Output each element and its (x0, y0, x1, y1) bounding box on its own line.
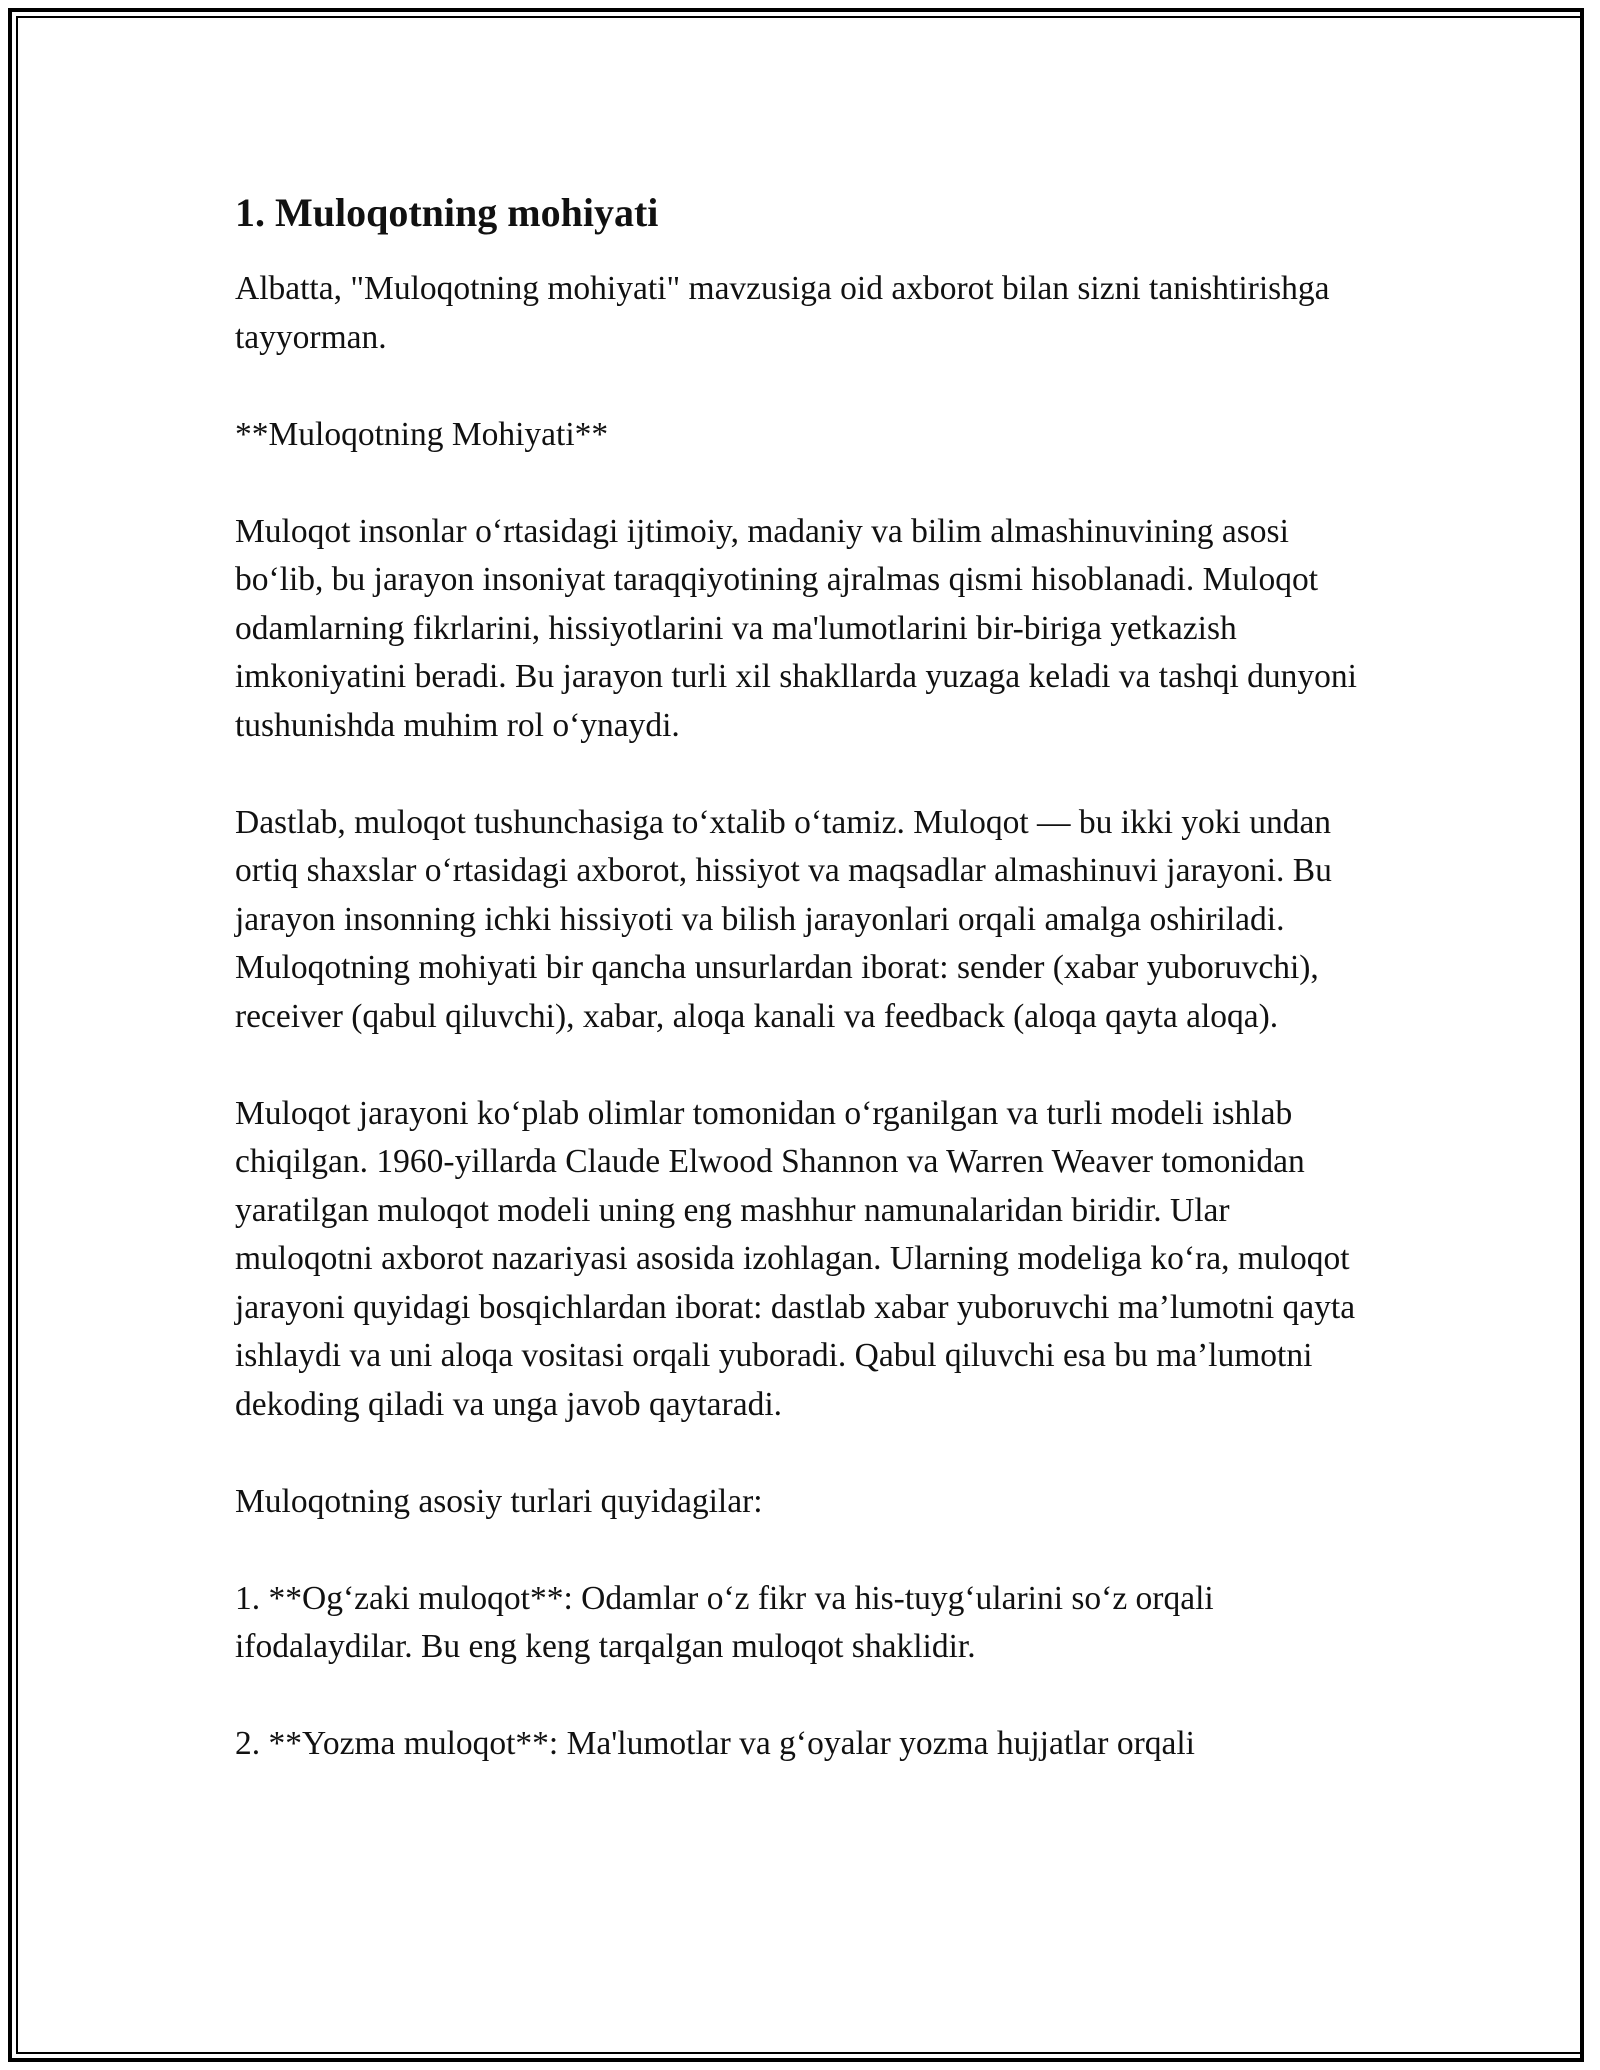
document-body (235, 185, 1375, 1817)
list-item-paragraph: 1. **Og‘zaki muloqot**: Odamlar o‘z fikr va his-tuyg‘ularini so‘z orqali ifodalaydilar. Bu eng keng tarqalgan muloqot shaklidir. (235, 1579, 1214, 1665)
body-paragraph: Dastlab, muloqot tushunchasiga to‘xtalib o‘tamiz. Muloqot — bu ikki yoki undan ortiq shaxslar o‘rtasidagi axborot, hissiyot va maqsadlar almashinuvi jarayoni. Bu jarayon insonning ichki hissiyoti va bilish jarayonlari orqali amalga oshiriladi. Muloqotning mohiyati bir qancha unsurlardan iborat: sender (xabar yuboruvchi), receiver (qabul qiluvchi), xabar, aloqa kanali va feedback (aloqa qayta aloqa). (235, 803, 1332, 1035)
intro-paragraph: Albatta, "Muloqotning mohiyati" mavzusiga oid axborot bilan sizni tanishtirishga tayyorman. (235, 270, 1330, 356)
body-paragraph: Muloqot jarayoni ko‘plab olimlar tomonidan o‘rganilgan va turli modeli ishlab chiqilgan. 1960-yillarda Claude Elwood Shannon va Warren Weaver tomonidan yaratilgan muloqot modeli uning eng mashhur namunalaridan biridir. Ular muloqotni axborot nazariyasi asosida izohlagan. Ularning modeliga ko‘ra, muloqot jarayoni quyidagi bosqichlardan iborat: dastlab xabar yuboruvchi ma’lumotni qayta ishlaydi va uni aloqa vositasi orqali yuboradi. Qabul qiluvchi esa bu ma’lumotni dekoding qiladi va unga javob qaytaradi. (235, 1094, 1356, 1423)
list-intro-paragraph: Muloqotning asosiy turlari quyidagilar: (235, 1482, 763, 1520)
document-title: 1. Muloqotning mohiyati (235, 190, 659, 235)
body-paragraph: Muloqot insonlar o‘rtasidagi ijtimoiy, madaniy va bilim almashinuvining asosi bo‘lib, bu jarayon insoniyat taraqqiyotining ajralmas qismi hisoblanadi. Muloqot odamlarning fikrlarini, hissiyotlarini va ma'lumotlarini bir-biriga yetkazish imkoniyatini beradi. Bu jarayon turli xil shakllarda yuzaga keladi va tashqi dunyoni tushunishda muhim rol o‘ynaydi. (235, 512, 1357, 744)
section-heading-paragraph: **Muloqotning Mohiyati** (235, 415, 609, 453)
list-item-paragraph: 2. **Yozma muloqot**: Ma'lumotlar va g‘oyalar yozma hujjatlar orqali (235, 1725, 1195, 1762)
